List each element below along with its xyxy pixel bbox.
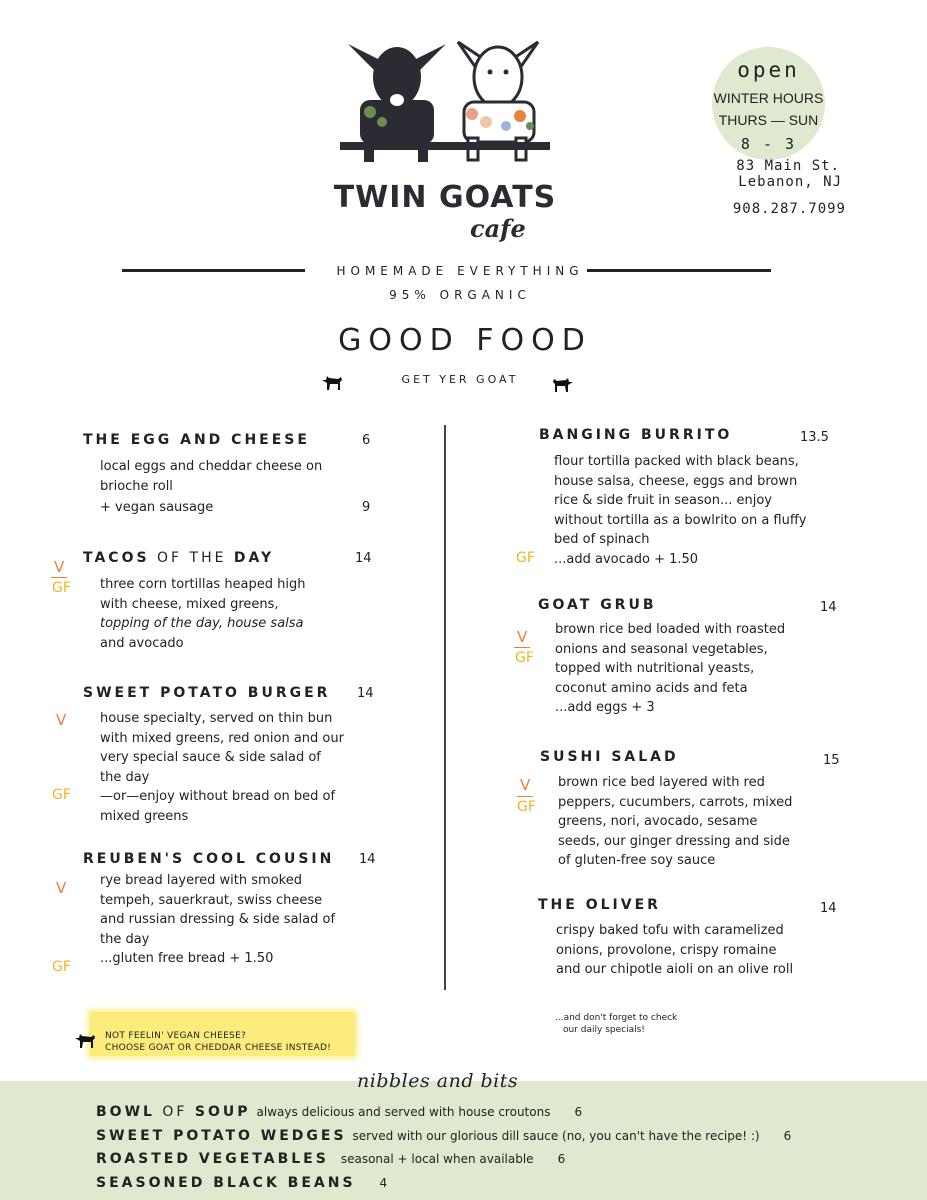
nibble-item: ROASTED VEGETABLES seasonal + local when available 6	[96, 1151, 566, 1167]
cheese-note-text: NOT FEELIN' VEGAN CHEESE? CHOOSE GOAT OR CHEDDAR CHEESE INSTEAD!	[105, 1031, 332, 1053]
menu-item-name: SWEET POTATO BURGER	[83, 685, 331, 701]
subtitle-get-yer-goat: GET YER GOAT	[401, 373, 519, 386]
tagline-homemade: HOMEMADE EVERYTHING	[336, 264, 584, 278]
menu-item-name: BANGING BURRITO	[539, 427, 733, 443]
menu-item-description: house specialty, served on thin bun with mixed greens, red onion and our very special sauce & side salad of the day —or—enjoy without bread on bed of mixed greens	[100, 711, 344, 824]
diet-mark-divider	[514, 647, 530, 648]
menu-item-name: SUSHI SALAD	[540, 749, 679, 765]
column-divider	[444, 425, 446, 990]
menu-item-addon: + vegan sausage	[100, 500, 214, 515]
goat-icon	[551, 374, 575, 394]
gluten-free-mark: GF	[52, 580, 71, 596]
diet-mark-divider	[51, 577, 67, 578]
logo-title: TWIN GOATS	[333, 180, 557, 215]
menu-item-price: 14	[355, 551, 372, 566]
vegan-mark: V	[54, 558, 65, 576]
menu-item-price: 14	[357, 686, 374, 701]
gluten-free-mark: GF	[52, 787, 71, 803]
gluten-free-mark: GF	[516, 550, 535, 566]
menu-item-price: 15	[823, 753, 840, 768]
menu-item-description: flour tortilla packed with black beans, house salsa, cheese, eggs and brown rice & side fruit in season... enjoy without tortilla as a bowlrito on a fluffy bed of spinach ...add avocado + 1.50	[554, 454, 807, 567]
diet-mark-divider	[517, 796, 533, 797]
address-street: 83 Main St.	[736, 158, 840, 174]
menu-item-description: local eggs and cheddar cheese on brioche roll	[100, 459, 323, 494]
divider-left	[122, 269, 305, 272]
logo-subtitle: cafe	[470, 214, 526, 243]
gluten-free-mark: GF	[52, 959, 71, 975]
menu-item-price: 14	[820, 600, 837, 615]
menu-item-description: rye bread layered with smoked tempeh, sauerkraut, swiss cheese and russian dressing & side salad of the day ...gluten free bread + 1.50	[100, 873, 336, 966]
tagline-organic: 95% ORGANIC	[389, 288, 531, 302]
menu-item-name: TACOS OF THE DAY	[83, 550, 275, 566]
menu-item-name: THE EGG AND CHEESE	[83, 432, 310, 448]
menu-item-description: brown rice bed layered with red peppers, cucumbers, carrots, mixed greens, nori, avocado, sesame seeds, our ginger dressing and side of gluten-free soy sauce	[558, 775, 793, 868]
address-city: Lebanon, NJ	[738, 174, 842, 190]
nibble-item: BOWL OF SOUP always delicious and served with house croutons 6	[96, 1104, 583, 1120]
nibbles-title: nibbles and bits	[357, 1070, 519, 1092]
gluten-free-mark: GF	[517, 799, 536, 815]
menu-item-name: THE OLIVER	[538, 897, 661, 913]
menu-item-price: 13.5	[800, 430, 829, 445]
menu-item-price: 14	[359, 852, 376, 867]
nibble-item: SEASONED BLACK BEANS 4	[96, 1175, 388, 1191]
hours-open: open	[737, 58, 800, 82]
menu-item-name: GOAT GRUB	[538, 597, 657, 613]
vegan-mark: V	[517, 628, 528, 646]
menu-item-addon-price: 9	[362, 500, 371, 515]
section-title: GOOD FOOD	[338, 323, 592, 358]
nibble-item: SWEET POTATO WEDGES served with our glorious dill sauce (no, you can't have the recipe! :) 6	[96, 1128, 792, 1144]
daily-specials-note: ...and don't forget to check our daily specials!	[555, 1013, 678, 1035]
menu-item-description: brown rice bed loaded with roasted onions and seasonal vegetables, topped with nutritional yeasts, coconut amino acids and feta ...add eggs + 3	[555, 622, 786, 715]
menu-item-price: 6	[362, 433, 371, 448]
hours-season: WINTER HOURS	[713, 90, 824, 106]
phone-number: 908.287.7099	[732, 201, 846, 217]
hours-time: 8 - 3	[740, 135, 797, 153]
hours-days: THURS — SUN	[718, 112, 819, 128]
menu-item-name: REUBEN'S COOL COUSIN	[83, 851, 335, 867]
vegan-mark: V	[520, 776, 531, 794]
gluten-free-mark: GF	[515, 650, 534, 666]
menu-item-description: three corn tortillas heaped high with cheese, mixed greens, topping of the day, house salsa and avocado	[100, 577, 306, 651]
vegan-mark: V	[56, 879, 67, 897]
vegan-mark: V	[56, 711, 67, 729]
goat-icon	[73, 1030, 97, 1050]
menu-item-price: 14	[820, 901, 837, 916]
menu-item-description: crispy baked tofu with caramelized onions, provolone, crispy romaine and our chipotle aioli on an olive roll	[556, 923, 794, 977]
